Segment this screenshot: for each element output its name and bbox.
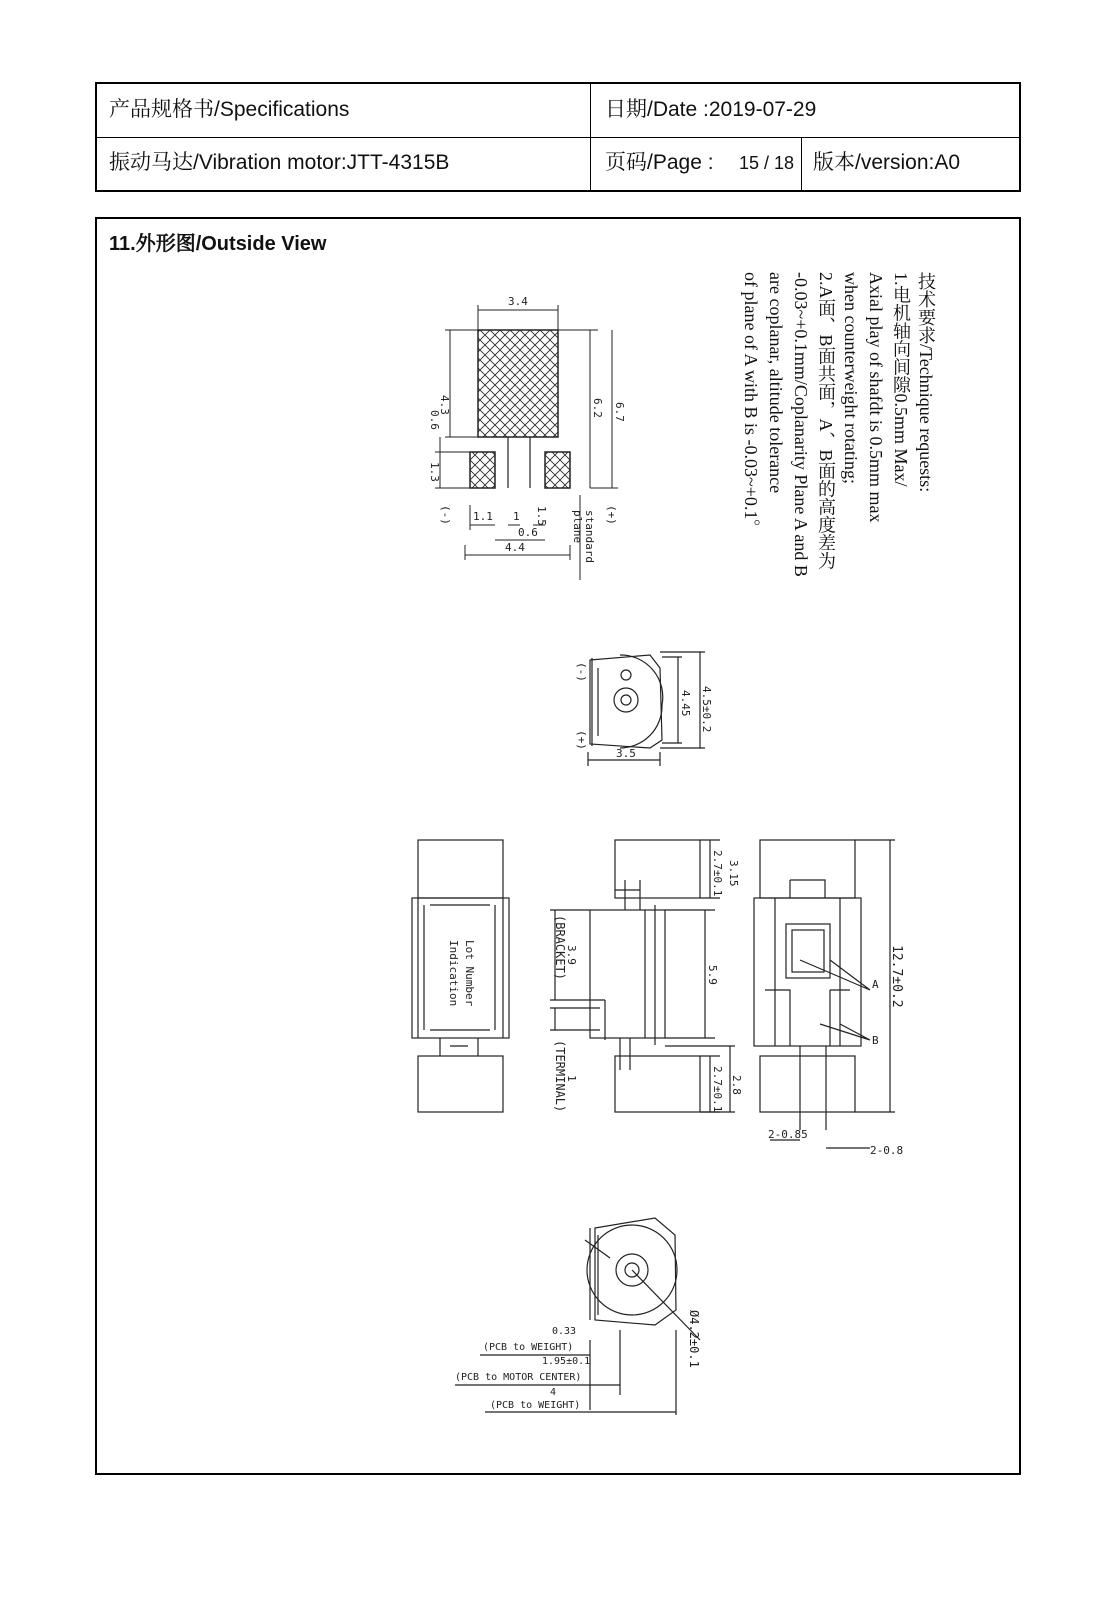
- req-line: -0.03~+0.1mm/Coplanarity Plane A and B: [791, 272, 811, 577]
- dim-label: 1.5: [535, 506, 548, 526]
- dim-label: (TERMINAL): [553, 1040, 567, 1113]
- spec-title: 产品规格书/Specifications: [109, 98, 350, 121]
- dim-label: 3.9: [565, 945, 578, 965]
- front-view-right: [754, 840, 895, 1148]
- dim-label: 2.8: [730, 1075, 743, 1095]
- dim-label: 0.6: [518, 526, 538, 539]
- dim-label: 6.7: [613, 402, 626, 422]
- dim-label: 1.1: [473, 510, 493, 523]
- dim-label: 1.3: [428, 462, 441, 482]
- polarity-label: (+): [575, 730, 588, 750]
- req-line: 1.电机轴向间隙0.5mm Max/: [891, 272, 911, 487]
- lot-label: Indication: [447, 940, 460, 1007]
- dim-label: 0.33: [552, 1326, 577, 1337]
- dim-label: (PCB to WEIGHT): [483, 1342, 574, 1353]
- req-line: Axial play of shafdt is 0.5mm max: [866, 272, 886, 523]
- dim-label: 3.4: [508, 295, 528, 308]
- side-view-labels: [575, 662, 713, 760]
- marker-label: A: [872, 978, 879, 991]
- plane-label: standard: [583, 510, 596, 563]
- dim-label: Ø4.2±0.1: [687, 1310, 701, 1368]
- plane-label: plane: [571, 510, 584, 544]
- dim-label: 2.7±0.1: [711, 1066, 724, 1113]
- dim-label: 3.5: [616, 747, 636, 760]
- marker-label: B: [872, 1034, 879, 1047]
- dim-label: 2-0.8: [870, 1144, 904, 1157]
- dim-label: 2.7±0.1: [711, 850, 724, 897]
- polarity-label: (-): [575, 662, 588, 682]
- doc-version: 版本/version:A0: [813, 151, 961, 174]
- req-line: are coplanar, altitude tolerance: [766, 272, 786, 494]
- bottom-view: [455, 1218, 700, 1415]
- front-view-right-labels: [768, 945, 904, 1157]
- dim-label: 4.4: [505, 541, 525, 554]
- dim-label: 1: [565, 1075, 578, 1082]
- dim-label: 1.95±0.1: [542, 1356, 591, 1367]
- section-title: 11.外形图/Outside View: [109, 233, 327, 255]
- dim-label: 12.7±0.2: [889, 945, 904, 1008]
- req-line: of plane of A with B is -0.03~+0.1。: [741, 272, 761, 538]
- dim-label: 6.2: [591, 398, 604, 418]
- dim-label: (PCB to WEIGHT): [490, 1400, 581, 1411]
- dim-label: 4.45: [679, 690, 692, 717]
- page-label: 页码/Page :: [605, 151, 714, 174]
- dim-label: 4.3: [438, 395, 451, 415]
- dim-label: 4: [550, 1387, 557, 1398]
- doc-date: 日期/Date :2019-07-29: [605, 98, 817, 121]
- polarity-label: (-): [439, 505, 452, 525]
- dim-label: 0.6: [428, 410, 441, 430]
- dim-label: 2-0.85: [768, 1128, 808, 1141]
- lot-label: Lot Number: [463, 940, 476, 1007]
- dim-label: 1: [513, 510, 520, 523]
- dim-label: 5.9: [706, 965, 719, 985]
- dim-label: (BRACKET): [553, 915, 567, 981]
- front-view-left-labels: [447, 940, 476, 1007]
- dim-label: 3.15: [727, 860, 740, 887]
- dim-label: (PCB to MOTOR CENTER): [455, 1372, 582, 1383]
- dim-label: 4.5±0.2: [700, 686, 713, 733]
- bottom-view-labels: [455, 1310, 701, 1411]
- req-line: 技术要求/Technique requests:: [916, 272, 936, 493]
- req-line: when counterweight rotating;: [841, 272, 861, 484]
- req-line: 2.A面、B面共面，A、B面的高度差为: [816, 272, 836, 570]
- polarity-label: (+): [605, 505, 618, 525]
- product-name: 振动马达/Vibration motor:JTT-4315B: [109, 151, 450, 174]
- page-number: 15 / 18: [739, 153, 795, 173]
- front-view-middle-labels: [553, 850, 743, 1112]
